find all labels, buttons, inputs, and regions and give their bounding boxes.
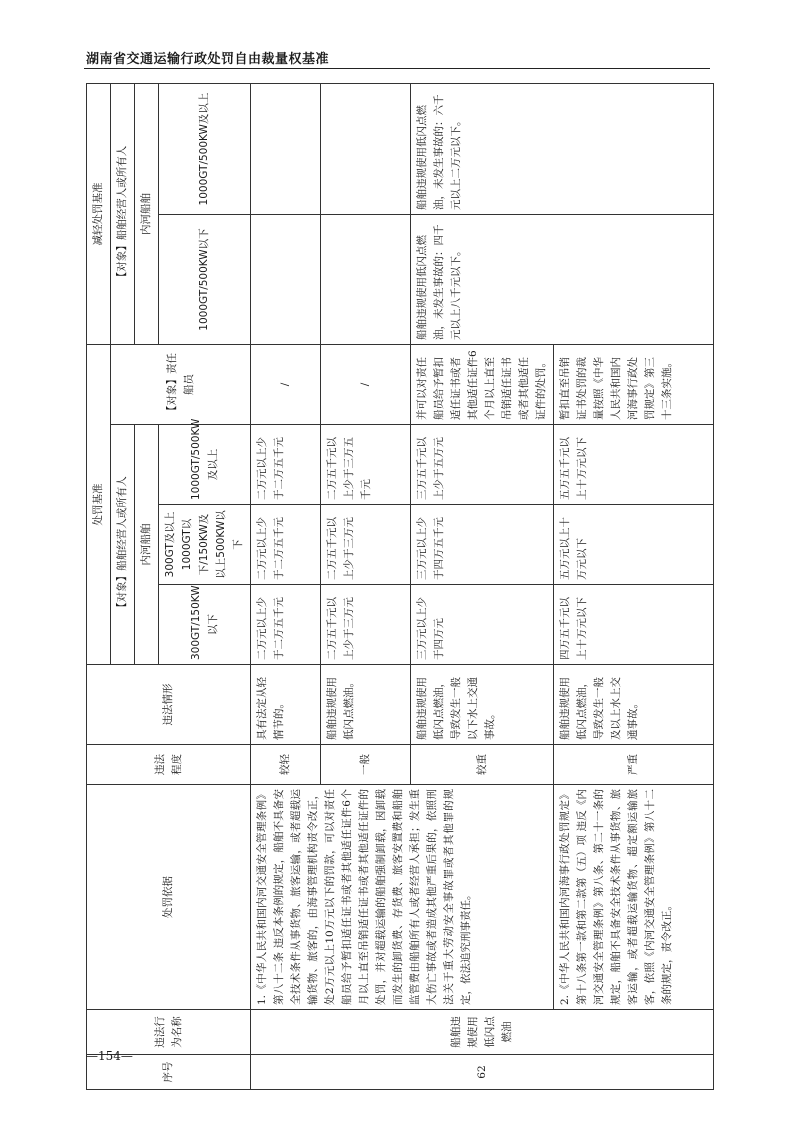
cell-p1-serious: 三万元以上少于四万元 [411, 585, 554, 665]
cell-degree-serious: 较重 [411, 745, 554, 785]
cell-degree-light: 较轻 [251, 745, 321, 785]
cell-crew-light: / [251, 345, 321, 425]
col-header-target-owner: 【对象】船舶经营人或所有人 [111, 425, 135, 665]
col-header-tonnage-large: 1000GT/500KW及以上 [159, 425, 251, 505]
cell-p3-severe: 五万五千元以上十万元以下 [554, 425, 714, 505]
cell-crew-severe: 暂扣直至吊销证书处罚的裁量按照《中华人民共和国内河海事行政处罚规定》第三十三条实施。 [554, 345, 714, 425]
cell-seq: 62 [251, 1055, 714, 1090]
col-header-target-owner-reduced: 【对象】船舶经营人或所有人 [111, 84, 135, 345]
col-header-name: 违法行为名称 [87, 1010, 251, 1055]
cell-r2-reduced: 船舶违规使用低闪点燃油，未发生事故的：六千元以上二万元以下。 [411, 84, 714, 215]
col-header-penalty-group: 处罚基准 [87, 345, 111, 665]
cell-crew-general: / [321, 345, 411, 425]
cell-r2-light [251, 84, 321, 215]
cell-p1-light: 二万元以上少于二万五千元 [251, 585, 321, 665]
cell-basis-2: 2.《中华人民共和国内河海事行政处罚规定》第十八条第一款和第二款第（五）项 违反《内河交通安全管理条例》第八条、第二十一条的规定，船舶不具备安全技术条件从事货物、旅客运输，或者超载运输货物、超定额运输旅客，依照《内河交通安全管理条例》第八十二条的规定，责令改正。 [554, 785, 714, 1010]
cell-situation-general: 船舶违规使用低闪点燃油。 [321, 665, 411, 745]
col-header-degree: 违法程度 [87, 745, 251, 785]
cell-situation-severe: 船舶违规使用低闪点燃油，导致发生一般及以上水上交通事故。 [554, 665, 714, 745]
header-divider [84, 68, 710, 69]
col-header-tonnage-small: 300GT/150KW以下 [159, 585, 251, 665]
col-header-reduced-large: 1000GT/500KW及以上 [159, 84, 251, 215]
cell-situation-serious: 船舶违规使用低闪点燃油，导致发生一般以下水上交通事故。 [411, 665, 554, 745]
col-header-inland-ship: 内河船舶 [135, 425, 159, 665]
cell-p2-severe: 五万元以上十万元以下 [554, 505, 714, 585]
col-header-situation: 违法情形 [87, 665, 251, 745]
cell-p3-serious: 三万五千元以上少于五万元 [411, 425, 554, 505]
cell-p1-general: 二万五千元以上少于三万元 [321, 585, 411, 665]
cell-r2-general [321, 84, 411, 215]
cell-crew-serious: 并可以对责任船员给予暂扣适任证书或者其他适任证件6个月以上直至吊销适任证书或者其他适任证件的处罚。 [411, 345, 554, 425]
rotated-table-wrapper [86, 84, 708, 1090]
cell-basis-1: 1.《中华人民共和国内河交通安全管理条例》第八十二条 违反本条例的规定，船舶不具备安全技术条件从事货物、旅客运输，或者超载运输货物、旅客的，由海事管理机构责令改正，处2万元以上10万元以下的罚款，可以对责任船员给予暂扣适任证书或者其他适任证件6个月以上直至吊销适任证书或者其他适任证件的处罚，并对超载运输的船舶强制卸载，因卸载而发生的卸货费、存货费、旅客安置费和船舶监管费由船舶所有人或者经营人承担；发生重大伤亡事故或者造成其他严重后果的，依照刑法关于重大劳动安全事故罪或者其他罪的规定，依法追究刑事责任。 [251, 785, 554, 1010]
cell-p3-general: 二万五千元以上少于三万五千元 [321, 425, 411, 505]
cell-p2-light: 二万元以上少于二万五千元 [251, 505, 321, 585]
cell-situation-light: 具有法定从轻情节的。 [251, 665, 321, 745]
col-header-reduced-group: 减轻处罚基准 [87, 84, 111, 345]
document-header-title: 湖南省交通运输行政处罚自由裁量权基准 [86, 52, 330, 67]
cell-degree-general: 一般 [321, 745, 411, 785]
col-header-target-crew: 【对象】责任船员 [111, 345, 251, 425]
col-header-inland-ship-reduced: 内河船舶 [135, 84, 159, 345]
col-header-seq: 序号 [87, 1055, 251, 1090]
cell-p2-serious: 三万元以上少于四万五千元 [411, 505, 554, 585]
col-header-tonnage-medium: 300GT及以上1000GT以下/150KW及以上500KW以下 [159, 505, 251, 585]
cell-p3-light: 二万元以上少于二万五千元 [251, 425, 321, 505]
cell-r1-general [321, 215, 411, 345]
cell-p1-severe: 四万五千元以上十万元以下 [554, 585, 714, 665]
cell-r1-reduced: 船舶违规使用低闪点燃油，未发生事故的：四千元以上八千元以下。 [411, 215, 714, 345]
page-number: —154— [86, 1049, 133, 1063]
cell-violation-name: 船舶违规使用低闪点燃油 [251, 1010, 714, 1055]
col-header-basis: 处罚依据 [87, 785, 251, 1010]
cell-r1-light [251, 215, 321, 345]
penalty-standard-table [86, 83, 714, 1090]
col-header-reduced-small: 1000GT/500KW以下 [159, 215, 251, 345]
cell-degree-severe: 严重 [554, 745, 714, 785]
cell-p2-general: 二万五千元以上少于三万元 [321, 505, 411, 585]
